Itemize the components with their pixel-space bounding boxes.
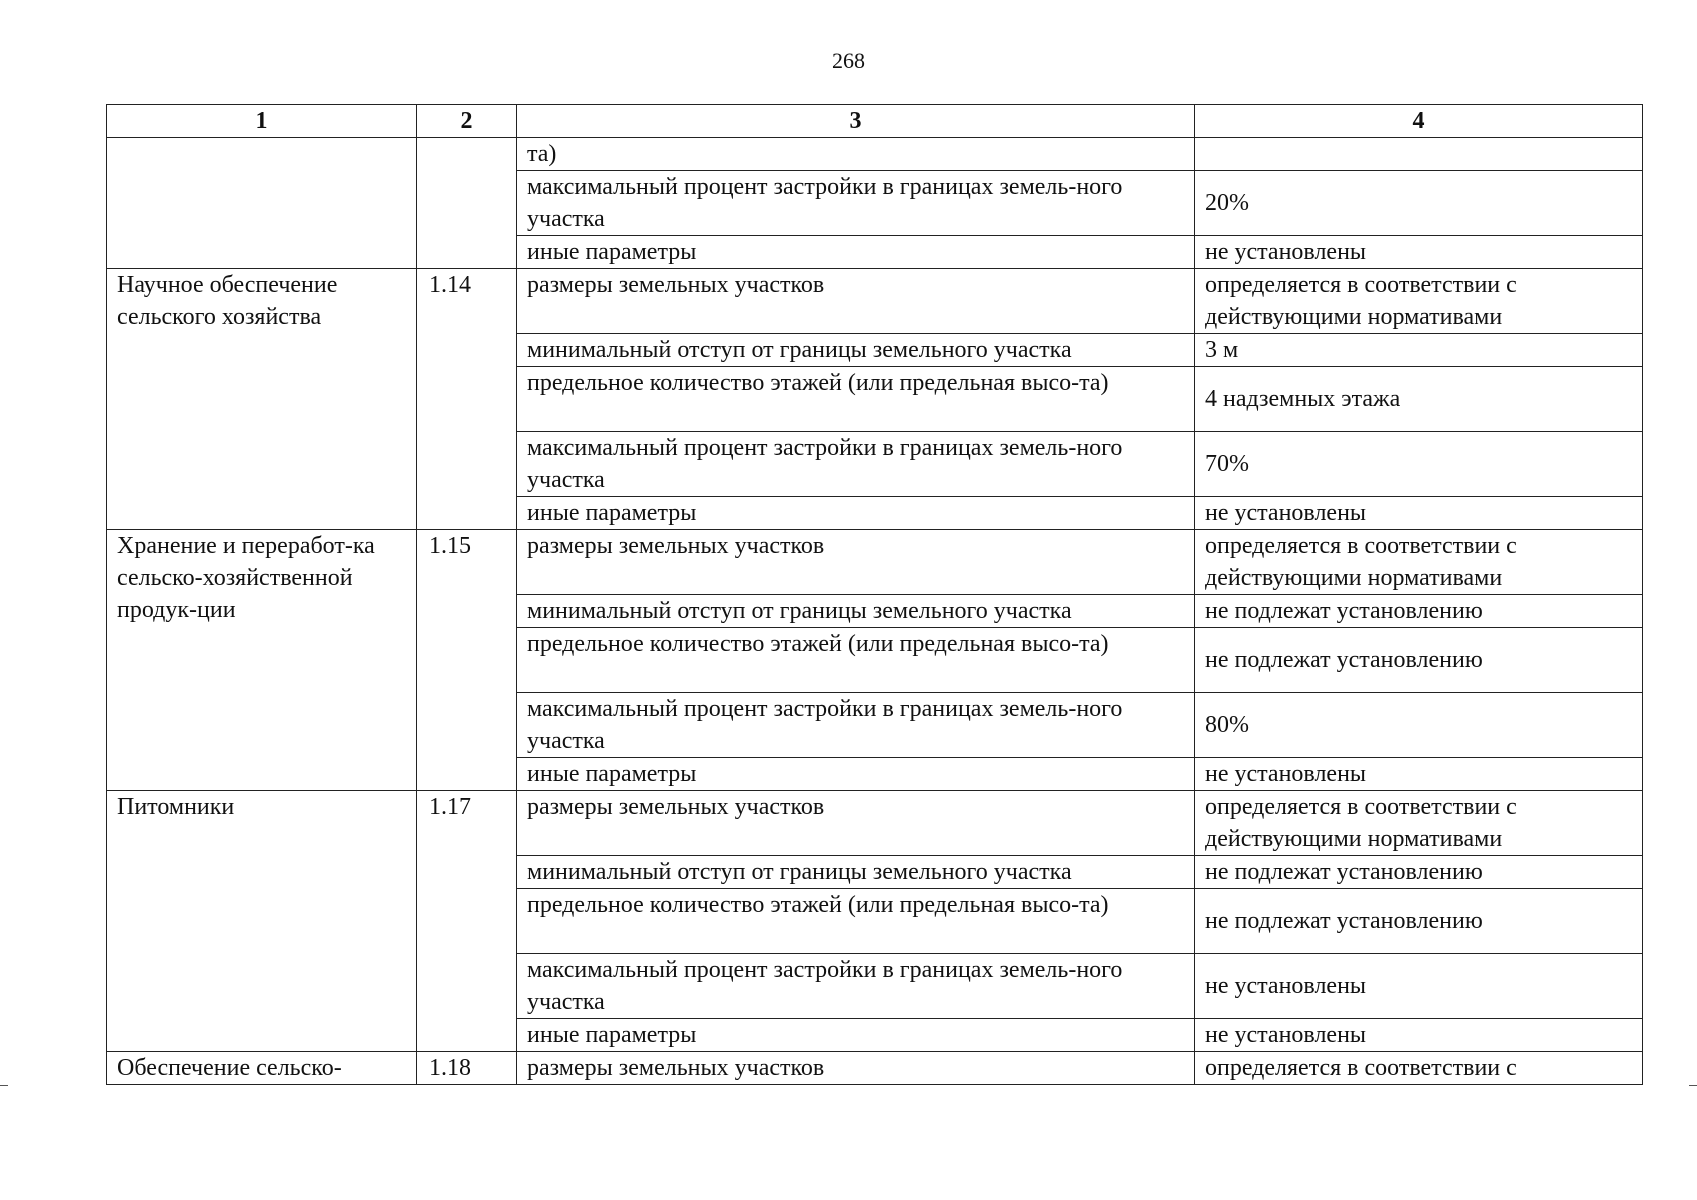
header-col-4: 4 [1195,105,1643,138]
value-cell: не подлежат установлению [1195,628,1643,693]
table-header-row [107,105,1643,138]
value-cell: не установлены [1195,758,1643,791]
parameter-cell: максимальный процент застройки в границах земель-ного участка [517,954,1195,1019]
table-row [107,138,1643,171]
value-cell: 4 надземных этажа [1195,367,1643,432]
parameter-cell: максимальный процент застройки в границах земель-ного участка [517,693,1195,758]
value-cell: не подлежат установлению [1195,889,1643,954]
parameter-cell: иные параметры [517,1019,1195,1052]
header-col-1: 1 [107,105,417,138]
table-row [107,1052,1643,1085]
parameter-cell: максимальный процент застройки в границах земель-ного участка [517,432,1195,497]
value-cell: не установлены [1195,954,1643,1019]
page-number: 268 [832,48,865,73]
parameter-cell: иные параметры [517,236,1195,269]
parameter-cell: та) [517,138,1195,171]
parameter-cell: размеры земельных участков [517,1052,1195,1085]
parameter-cell: иные параметры [517,758,1195,791]
table-row [107,791,1643,856]
value-cell: не установлены [1195,1019,1643,1052]
use-type-cell: Научное обеспечение сельского хозяйства [107,269,417,530]
table-row [107,530,1643,595]
use-type-cell: Обеспечение сельско- [107,1052,417,1085]
parameter-cell: размеры земельных участков [517,269,1195,334]
scan-edge-mark-right [1689,1085,1697,1086]
use-type-cell: Хранение и переработ-ка сельско-хозяйственной продук-ции [107,530,417,791]
value-cell: определяется в соответствии с действующими нормативами [1195,791,1643,856]
value-cell: определяется в соответствии с действующими нормативами [1195,530,1643,595]
header-col-2: 2 [417,105,517,138]
header-col-3: 3 [517,105,1195,138]
parameter-cell: минимальный отступ от границы земельного участка [517,334,1195,367]
value-cell [1195,138,1643,171]
use-code-cell: 1.17 [417,791,517,1052]
value-cell: 80% [1195,693,1643,758]
value-cell: 3 м [1195,334,1643,367]
parameter-cell: предельное количество этажей (или предельная высо-та) [517,367,1195,432]
parameter-cell: предельное количество этажей (или предельная высо-та) [517,628,1195,693]
value-cell: определяется в соответствии с действующими нормативами [1195,269,1643,334]
use-code-cell: 1.15 [417,530,517,791]
value-cell: не установлены [1195,497,1643,530]
parameter-cell: минимальный отступ от границы земельного участка [517,595,1195,628]
use-type-cell: Питомники [107,791,417,1052]
use-code-cell [417,138,517,269]
value-cell: не подлежат установлению [1195,595,1643,628]
table-row [107,269,1643,334]
use-code-cell: 1.14 [417,269,517,530]
scan-edge-mark-left [0,1085,8,1086]
parameter-cell: размеры земельных участков [517,530,1195,595]
parameter-cell: иные параметры [517,497,1195,530]
use-code-cell: 1.18 [417,1052,517,1085]
value-cell: не установлены [1195,236,1643,269]
parameter-cell: предельное количество этажей (или предельная высо-та) [517,889,1195,954]
value-cell: 70% [1195,432,1643,497]
value-cell: не подлежат установлению [1195,856,1643,889]
use-type-cell [107,138,417,269]
land-use-parameters-table [106,104,1643,1085]
parameter-cell: максимальный процент застройки в границах земель-ного участка [517,171,1195,236]
parameter-cell: минимальный отступ от границы земельного участка [517,856,1195,889]
parameter-cell: размеры земельных участков [517,791,1195,856]
value-cell: определяется в соответствии с [1195,1052,1643,1085]
value-cell: 20% [1195,171,1643,236]
